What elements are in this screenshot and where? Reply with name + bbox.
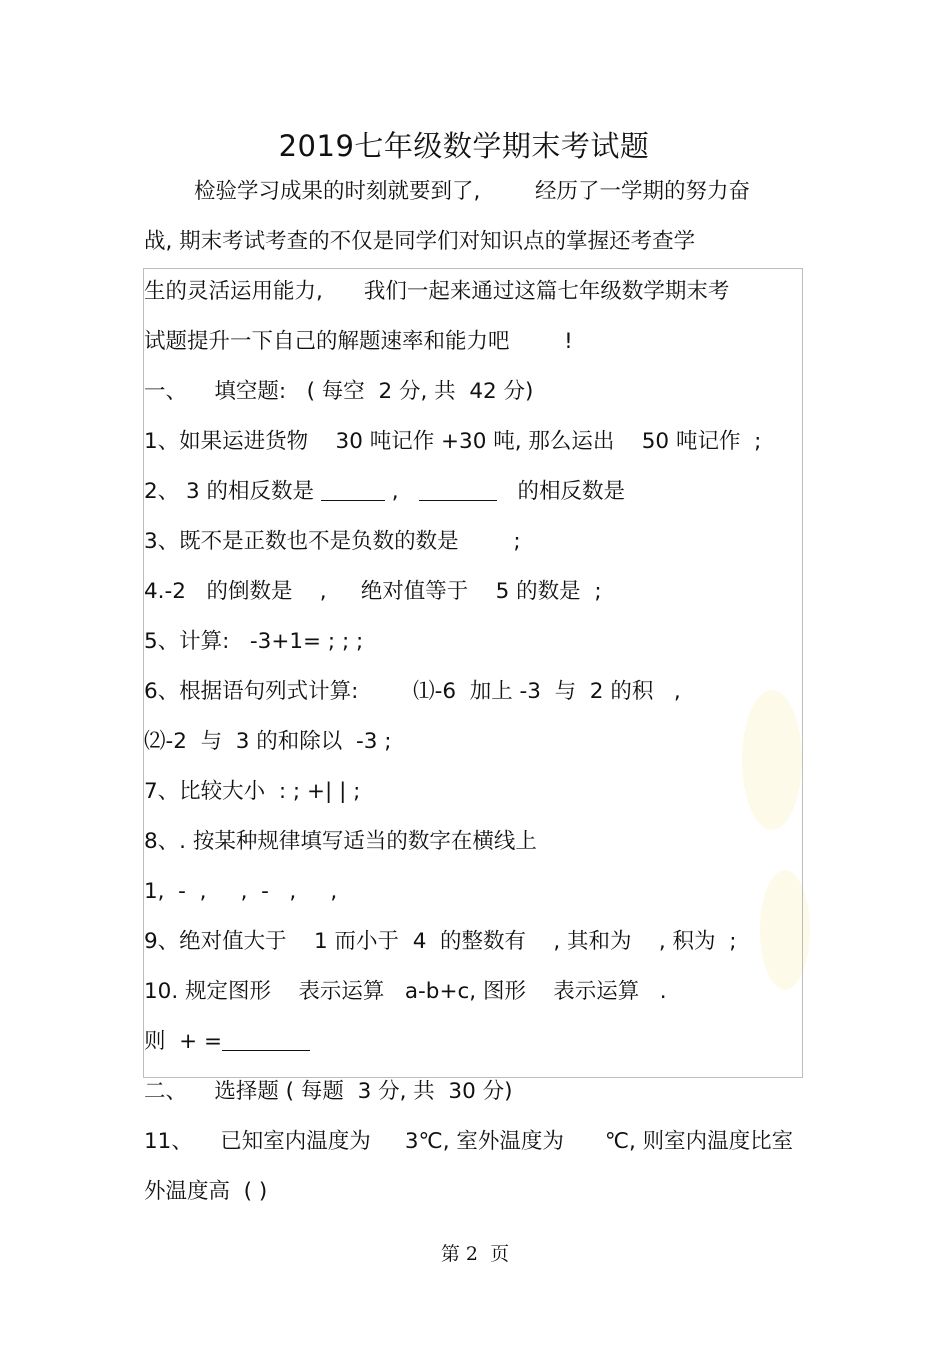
intro-line-3: 生的灵活运用能力, 我们一起来通过这篇七年级数学期末考 xyxy=(144,279,730,304)
answer-blank[interactable] xyxy=(321,479,385,502)
document-title: 2019七年级数学期末考试题 xyxy=(278,129,650,163)
answer-blank[interactable] xyxy=(222,1029,310,1052)
question-11-line-1: 11、 已知室内温度为 3℃, 室外温度为 ℃, 则室内温度比室 xyxy=(144,1129,794,1154)
question-2-text-a: 2、 3 的相反数是 xyxy=(144,479,321,504)
question-10-answer-text: 则 + = xyxy=(144,1029,223,1054)
question-7: 7、比较大小 : ; +| | ; xyxy=(144,779,361,804)
page-number: 第 2 页 xyxy=(440,1243,510,1265)
intro-line-4: 试题提升一下自己的解题速率和能力吧 ! xyxy=(144,329,573,354)
section-heading-fill-in: 一、 填空题: ( 每空 2 分, 共 42 分) xyxy=(144,379,534,404)
question-4: 4.-2 的倒数是 , 绝对值等于 5 的数是 ; xyxy=(144,579,602,604)
question-8-sequence: 1, - , , - , , xyxy=(144,879,338,904)
question-6-part-1: 6、根据语句列式计算: ⑴-6 加上 -3 与 2 的积 , xyxy=(144,679,681,704)
question-11-line-2: 外温度高 ( ) xyxy=(144,1179,268,1204)
question-2-text-b: , xyxy=(384,479,420,504)
question-2 xyxy=(144,477,625,507)
question-1: 1、如果运进货物 30 吨记作 +30 吨, 那么运出 50 吨记作 ; xyxy=(144,429,762,454)
question-3: 3、既不是正数也不是负数的数是 ; xyxy=(144,529,521,554)
answer-blank[interactable] xyxy=(419,479,497,502)
question-6-part-2: ⑵-2 与 3 的和除以 -3 ; xyxy=(144,729,392,754)
intro-line-2: 战, 期末考试考查的不仅是同学们对知识点的掌握还考查学 xyxy=(144,229,696,254)
intro-line-1: 检验学习成果的时刻就要到了, 经历了一学期的努力奋 xyxy=(194,179,751,204)
question-9: 9、绝对值大于 1 而小于 4 的整数有 , 其和为 , 积为 ; xyxy=(144,929,737,954)
question-10-answer xyxy=(144,1027,310,1057)
question-10: 10. 规定图形 表示运算 a-b+c, 图形 表示运算 . xyxy=(144,979,667,1004)
question-8: 8、. 按某种规律填写适当的数字在横线上 xyxy=(144,829,537,854)
question-5: 5、计算: -3+1= ; ; ; xyxy=(144,629,364,654)
question-2-text-c: 的相反数是 xyxy=(497,479,626,504)
section-heading-multiple-choice: 二、 选择题 ( 每题 3 分, 共 30 分) xyxy=(144,1079,513,1104)
